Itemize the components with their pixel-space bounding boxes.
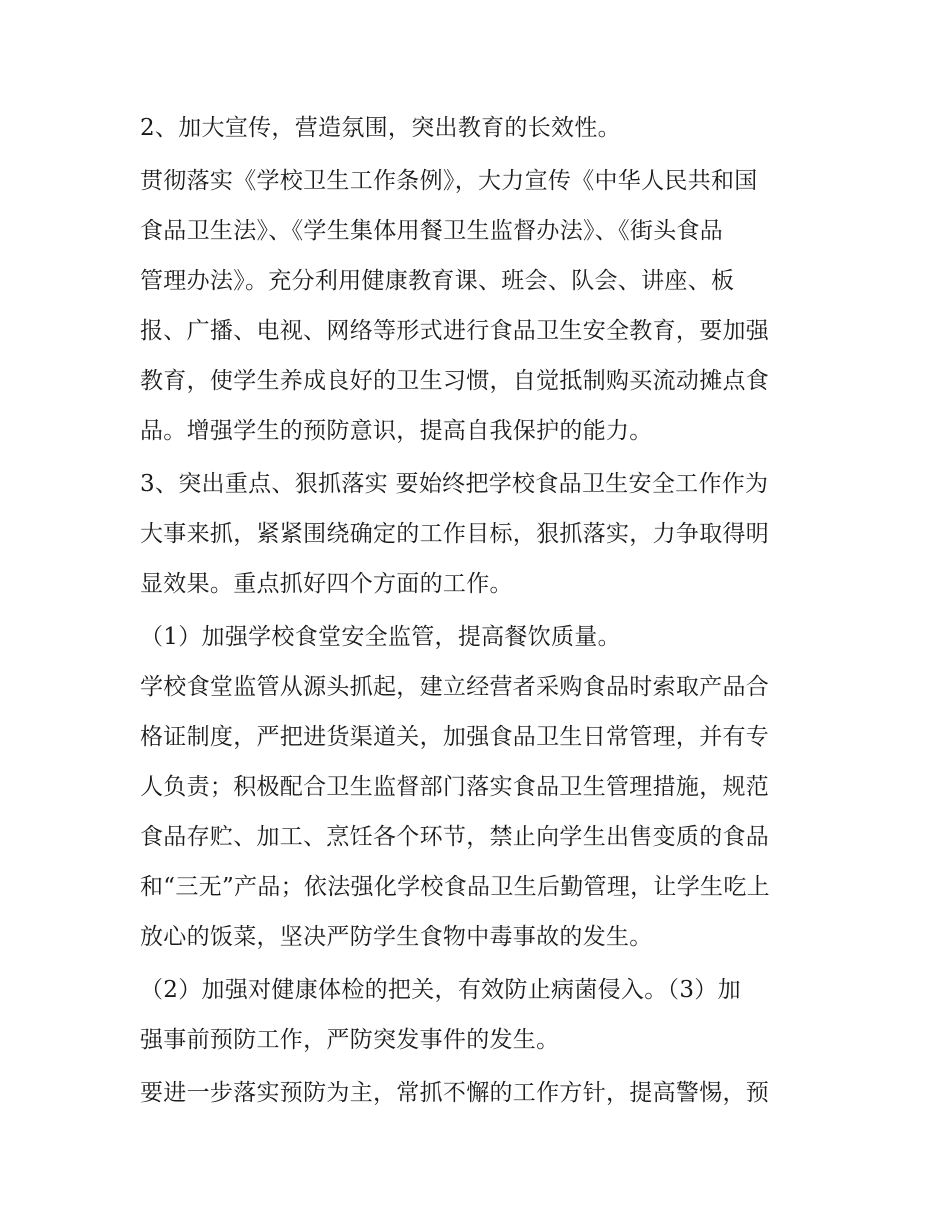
text-line: （1）加强学校食堂安全监管，提高餐饮质量。 bbox=[140, 624, 621, 650]
text-line: 教育，使学生养成良好的卫生习惯，自觉抵制购买流动摊点食 bbox=[140, 368, 770, 394]
text-line: 显效果。重点抓好四个方面的工作。 bbox=[140, 571, 513, 597]
text-line: 人负责；积极配合卫生监督部门落实食品卫生管理措施，规范 bbox=[140, 774, 770, 800]
text-line: 大事来抓，紧紧围绕确定的工作目标，狠抓落实，力争取得明 bbox=[140, 521, 770, 547]
text-line: 食品卫生法》、《学生集体用餐卫生监督办法》、《街头食品 bbox=[140, 218, 724, 244]
text-line: 格证制度，严把进货渠道关，加强食品卫生日常管理，并有专 bbox=[140, 724, 770, 750]
text-line: 管理办法》。充分利用健康教育课、班会、队会、讲座、板 bbox=[140, 268, 735, 294]
text-line: 贯彻落实《学校卫生工作条例》，大力宣传《中华人民共和国 bbox=[140, 168, 758, 194]
text-line: 学校食堂监管从源头抓起，建立经营者采购食品时索取产品合 bbox=[140, 674, 770, 700]
text-line: 品。增强学生的预防意识，提高自我保护的能力。 bbox=[140, 418, 653, 444]
text-line: 强事前预防工作，严防突发事件的发生。 bbox=[140, 1027, 560, 1053]
text-line: 放心的饭菜，坚决严防学生食物中毒事故的发生。 bbox=[140, 924, 653, 950]
text-line: 和“三无”产品；依法强化学校食品卫生后勤管理，让学生吃上 bbox=[140, 874, 770, 900]
text-line: （2）加强对健康体检的把关，有效防止病菌侵入。（3）加 bbox=[140, 977, 741, 1003]
text-line: 2、加大宣传，营造氛围，突出教育的长效性。 bbox=[140, 115, 621, 141]
text-line: 要进一步落实预防为主，常抓不懈的工作方针，提高警惕，预 bbox=[140, 1080, 770, 1106]
text-line: 食品存贮、加工、烹饪各个环节，禁止向学生出售变质的食品 bbox=[140, 824, 770, 850]
text-line: 报、广播、电视、网络等形式进行食品卫生安全教育，要加强 bbox=[140, 318, 770, 344]
text-line: 3、突出重点、狠抓落实 要始终把学校食品卫生安全工作作为 bbox=[140, 471, 769, 497]
